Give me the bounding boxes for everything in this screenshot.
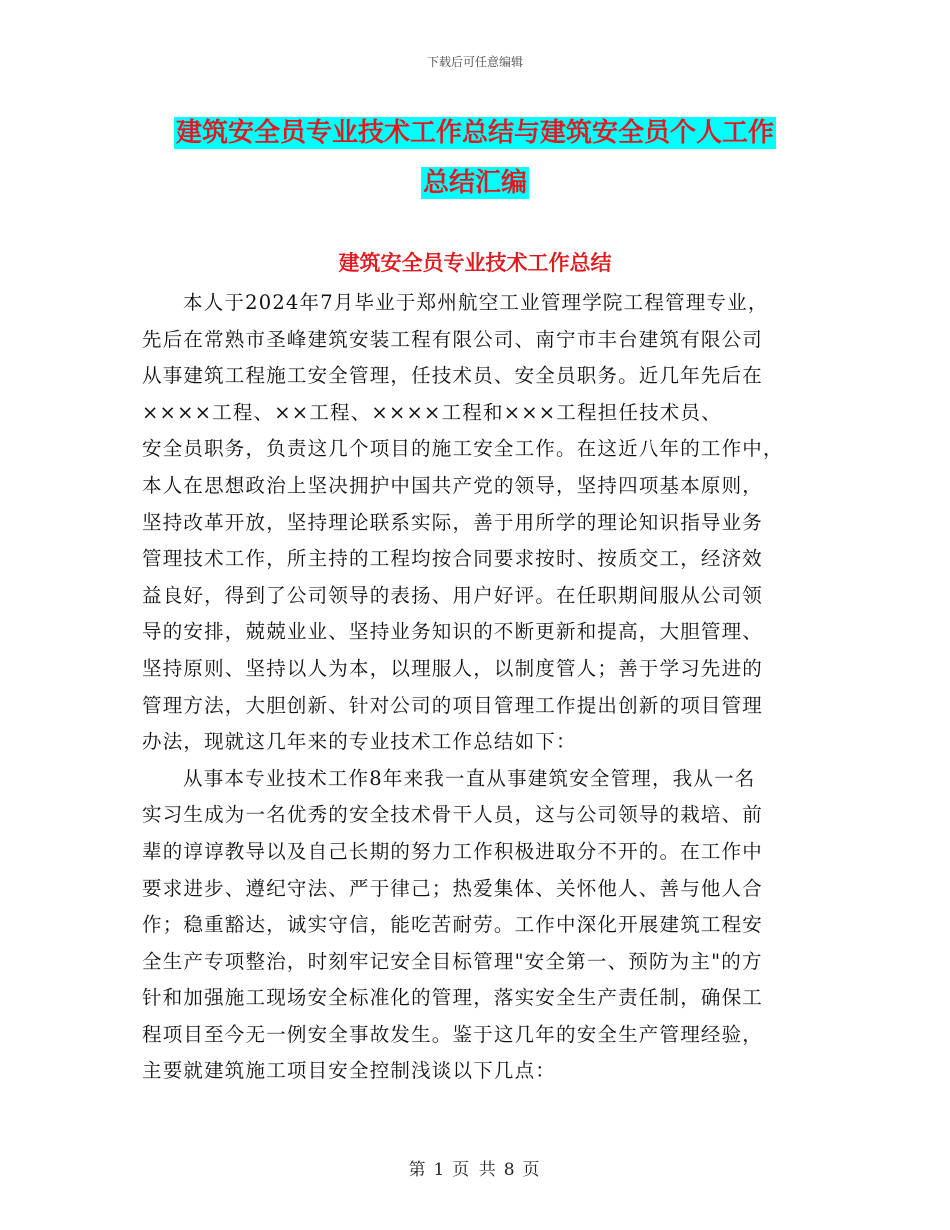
paragraph-2-line: 针和加强施工现场安全标准化的管理，落实安全生产责任制，确保工 bbox=[142, 986, 764, 1010]
document-title bbox=[0, 108, 950, 208]
paragraph-2-line: 从事本专业技术工作8年来我一直从事建筑安全管理，我从一名 bbox=[183, 766, 756, 790]
header-note: 下载后可任意编辑 bbox=[426, 55, 523, 69]
paragraph-1-line: 本人于2024年7月毕业于郑州航空工业管理学院工程管理专业， bbox=[183, 291, 769, 314]
paragraph-1-line: 安全员职务，负责这几个项目的施工安全工作。在这近八年的工作中， bbox=[142, 437, 784, 461]
paragraph-2-line: 程项目至今无一例安全事故发生。鉴于这几年的安全生产管理经验， bbox=[142, 1022, 764, 1046]
paragraph-1-line: ××××工程、××工程、××××工程和×××工程担任技术员、 bbox=[142, 400, 722, 424]
paragraph-1-line: 本人在思想政治上坚决拥护中国共产党的领导，坚持四项基本原则， bbox=[142, 473, 764, 497]
footer-prefix: 第 bbox=[408, 1160, 428, 1180]
paragraph-1-line: 导的安排，兢兢业业、坚持业务知识的不断更新和提高，大胆管理、 bbox=[142, 620, 764, 644]
document-title-line-1: 建筑安全员专业技术工作总结与建筑安全员个人工作 bbox=[175, 118, 774, 148]
paragraph-2-line: 主要就建筑施工项目安全控制浅谈以下几点： bbox=[142, 1059, 557, 1083]
paragraph-2-line: 实习生成为一名优秀的安全技术骨干人员，这与公司领导的栽培、前 bbox=[142, 803, 764, 827]
paragraph-2-line: 作；稳重豁达，诚实守信，能吃苦耐劳。工作中深化开展建筑工程安 bbox=[142, 913, 764, 937]
paragraph-1-line: 益良好，得到了公司领导的表扬、用户好评。在任职期间服从公司领 bbox=[142, 583, 764, 607]
paragraph-1-line: 坚持改革开放，坚持理论联系实际，善于用所学的理论知识指导业务 bbox=[142, 510, 764, 534]
paragraph-1-line: 先后在常熟市圣峰建筑安装工程有限公司、南宁市丰台建筑有限公司 bbox=[142, 327, 764, 351]
section-title: 建筑安全员专业技术工作总结 bbox=[338, 251, 612, 275]
paragraph-2-line: 辈的谆谆教导以及自己长期的努力工作积极进取分不开的。在工作中 bbox=[142, 839, 764, 863]
paragraph-2-line: 全生产专项整治，时刻牢记安全目标管理"安全第一、预防为主"的方 bbox=[142, 949, 763, 973]
paragraph-1-line: 办法，现就这几年来的专业技术工作总结如下： bbox=[142, 730, 577, 754]
paragraph-1-line: 坚持原则、坚持以人为本，以理服人，以制度管人；善于学习先进的 bbox=[142, 656, 764, 680]
paragraph-1-line: 管理方法，大胆创新、针对公司的项目管理工作提出创新的项目管理 bbox=[142, 693, 764, 717]
footer-page-number: 1 bbox=[433, 1160, 447, 1180]
document-title-line-2: 总结汇编 bbox=[422, 168, 527, 198]
paragraph-1-line: 管理技术工作，所主持的工程均按合同要求按时、按质交工，经济效 bbox=[142, 547, 764, 571]
footer-middle: 页 共 bbox=[452, 1160, 498, 1180]
footer-suffix: 页 bbox=[522, 1160, 542, 1180]
paragraph-1-line: 从事建筑工程施工安全管理，任技术员、安全员职务。近几年先后在 bbox=[142, 364, 764, 388]
body-text bbox=[142, 285, 808, 1090]
footer-total-pages: 8 bbox=[503, 1160, 517, 1180]
page-footer bbox=[0, 1155, 950, 1180]
paragraph-2-line: 要求进步、遵纪守法、严于律己；热爱集体、关怀他人、善与他人合 bbox=[142, 876, 764, 900]
